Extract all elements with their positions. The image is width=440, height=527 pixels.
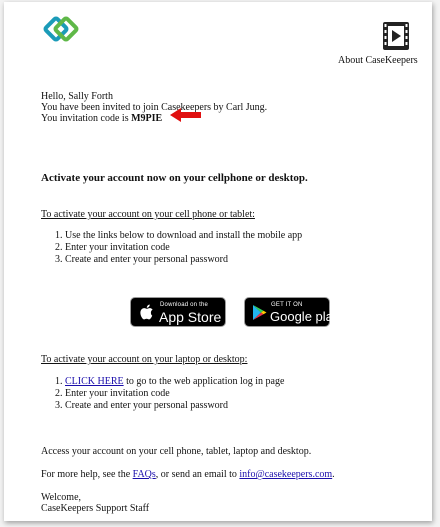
invitation-code-line: [41, 113, 162, 124]
app-store-button[interactable]: [130, 297, 226, 327]
google-play-icon: [252, 304, 267, 324]
desktop-step-1: 1. CLICK HERE to go to the web application log in page: [55, 376, 285, 387]
apple-icon: [139, 303, 154, 324]
mobile-step-1: 1. Use the links below to download and install the mobile app: [55, 230, 303, 241]
casekeepers-logo-icon: [40, 12, 82, 54]
google-badge-big-text: Google play: [270, 309, 340, 324]
greeting-text: Hello, Sally Forth: [41, 91, 113, 102]
email-link[interactable]: info@casekeepers.com: [239, 469, 333, 480]
signoff-text: Welcome,: [41, 492, 82, 503]
about-link[interactable]: About CaseKeepers: [338, 55, 418, 66]
invitation-code-prefix: You invitation code is: [41, 113, 132, 124]
film-play-icon[interactable]: [382, 21, 410, 51]
red-arrow-icon: [170, 107, 202, 123]
faqs-link[interactable]: FAQs: [132, 469, 156, 480]
help-line: For more help, see the FAQs, or send an email to info@casekeepers.com.: [41, 469, 335, 480]
invited-by-text: You have been invited to join Casekeepers by Carl Jung.: [41, 102, 268, 113]
mobile-step-2: 2. Enter your invitation code: [55, 242, 170, 253]
invitation-code: M9PIE: [131, 113, 163, 124]
click-here-link[interactable]: CLICK HERE: [65, 376, 124, 387]
access-text: Access your account on your cell phone, tablet, laptop and desktop.: [41, 446, 312, 457]
desktop-step-3: 3. Create and enter your personal password: [55, 400, 228, 411]
google-badge-small-text: GET IT ON: [271, 302, 303, 308]
google-play-button[interactable]: [244, 297, 340, 327]
desktop-section-heading: To activate your account on your laptop or desktop:: [41, 354, 248, 365]
mobile-step-3: 3. Create and enter your personal password: [55, 254, 228, 265]
desktop-step-2: 2. Enter your invitation code: [55, 388, 170, 399]
mobile-section-heading: To activate your account on your cell phone or tablet:: [41, 209, 255, 220]
apple-badge-small-text: Download on the: [160, 302, 209, 308]
activate-heading: Activate your account now on your cellphone or desktop.: [41, 172, 308, 184]
apple-badge-big-text: App Store: [159, 309, 222, 325]
email-body: [4, 2, 432, 521]
signature-text: CaseKeepers Support Staff: [41, 503, 150, 514]
